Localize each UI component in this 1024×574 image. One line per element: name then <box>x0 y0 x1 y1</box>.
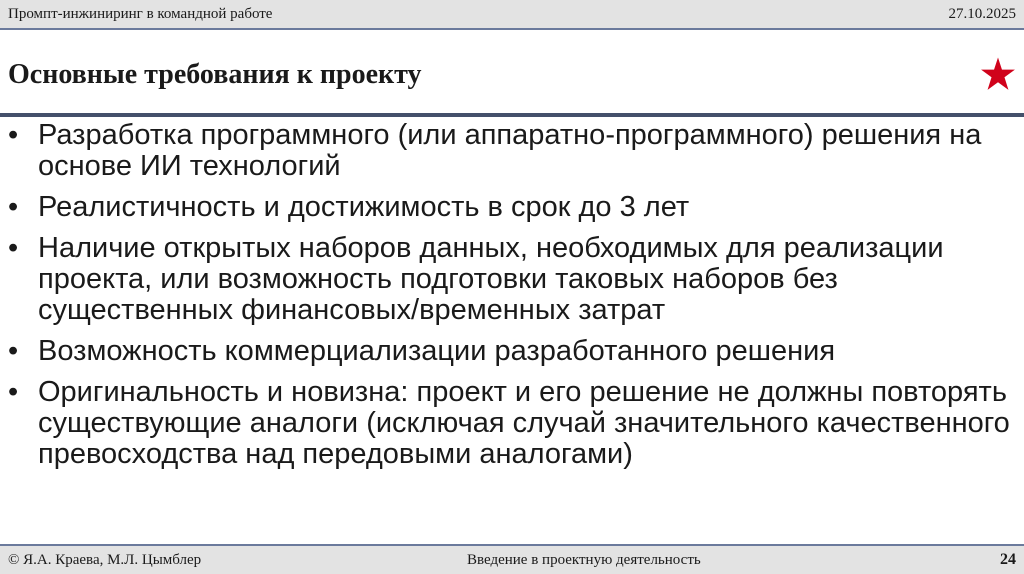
bullet-item <box>0 336 1024 367</box>
bullet-text: Разработка программного (или аппаратно-программного) решения на основе ИИ технологий <box>38 119 982 182</box>
footer-bar <box>0 544 1024 574</box>
footer-subject: Введение в проектную деятельность <box>467 552 701 568</box>
bullet-text: Реалистичность и достижимость в срок до 3 лет <box>38 191 690 223</box>
course-title: Промпт-инжиниринг в командной работе <box>8 6 273 22</box>
bullet-item <box>0 233 1024 326</box>
bullet-marker: • <box>8 232 19 264</box>
bullet-marker: • <box>8 376 19 408</box>
bullet-list <box>0 120 1024 480</box>
bullet-marker: • <box>8 119 19 151</box>
bullet-text: Возможность коммерциализации разработанного решения <box>38 335 836 367</box>
bullet-text: Оригинальность и новизна: проект и его решение не должны повторять существующие аналоги (исключая случай значительного качественного превосходства над передовыми аналогами) <box>38 376 1010 470</box>
header-bar <box>0 0 1024 30</box>
bullet-item <box>0 120 1024 182</box>
page-number: 24 <box>1000 551 1016 568</box>
slide-title: Основные требования к проекту <box>8 59 422 90</box>
bullet-marker: • <box>8 191 19 223</box>
slide-date: 27.10.2025 <box>948 6 1016 22</box>
bullet-marker: • <box>8 335 19 367</box>
footer-authors: © Я.А. Краева, М.Л. Цымблер <box>8 552 202 568</box>
title-divider <box>0 113 1024 117</box>
bullet-item <box>0 192 1024 223</box>
bullet-item <box>0 377 1024 470</box>
bullet-text: Наличие открытых наборов данных, необходимых для реализации проекта, или возможность подготовки таковых наборов без существенных финансовых/временных затрат <box>38 232 944 326</box>
star-icon <box>980 56 1016 92</box>
